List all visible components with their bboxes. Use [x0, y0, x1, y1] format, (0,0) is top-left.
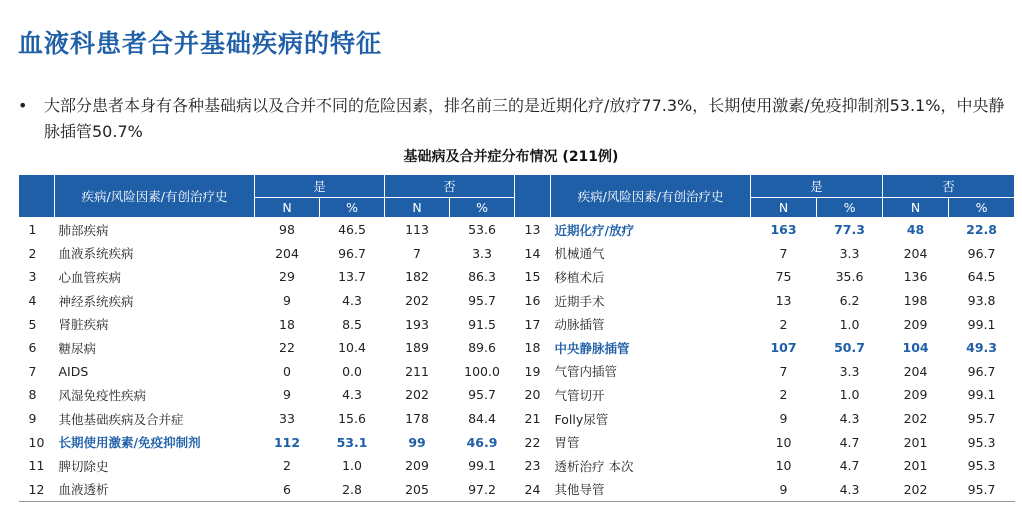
comorbidity-table [18, 174, 1015, 502]
table-row [19, 478, 1015, 502]
right-no-count: 48 [906, 222, 925, 238]
header-no-pct: % [949, 198, 1015, 218]
left-row-index: 5 [28, 316, 37, 332]
left-no-count: 189 [405, 340, 429, 356]
right-yes-count: 13 [775, 293, 792, 309]
right-yes-percent: 3.3 [839, 245, 860, 261]
left-yes-count: 204 [275, 245, 299, 261]
left-row-name: 糖尿病 [58, 340, 97, 356]
right-no-count: 201 [903, 434, 928, 450]
right-row-name: 胃管 [554, 435, 580, 451]
header-index [19, 175, 55, 218]
left-no-count: 113 [405, 222, 429, 238]
right-yes-percent: 35.6 [835, 269, 864, 285]
right-row-name: 动脉插管 [554, 317, 605, 333]
left-row-index: 7 [28, 363, 37, 379]
left-no-count: 178 [405, 411, 429, 427]
right-yes-count: 10 [775, 458, 792, 474]
left-row-index: 8 [28, 387, 37, 403]
left-row-index: 11 [28, 458, 45, 474]
left-no-count: 205 [385, 478, 450, 502]
left-row-index: 6 [28, 340, 37, 356]
left-no-count: 209 [405, 458, 429, 474]
table-row [19, 265, 1015, 289]
header-no: 否 [883, 175, 1015, 198]
left-yes-percent: 53.1 [336, 434, 368, 450]
right-row-index: 22 [524, 434, 541, 450]
header-yes-pct: % [817, 198, 883, 218]
left-no-percent: 84.4 [468, 411, 496, 427]
right-row-name: 透析治疗 本次 [554, 458, 634, 474]
header-disease: 疾病/风险因素/有创治疗史 [551, 175, 751, 218]
right-yes-count: 9 [751, 478, 817, 502]
right-no-percent: 95.3 [967, 458, 996, 474]
left-yes-count: 18 [279, 316, 295, 332]
table-row [19, 242, 1015, 266]
right-yes-count: 107 [770, 340, 797, 356]
right-yes-percent: 1.0 [839, 387, 860, 403]
left-no-count: 211 [405, 363, 429, 379]
table-row [19, 289, 1015, 313]
table-row [19, 336, 1015, 360]
left-yes-percent: 96.7 [338, 245, 366, 261]
left-yes-count: 0 [283, 363, 291, 379]
right-row-index: 16 [524, 293, 541, 309]
right-no-count: 204 [903, 363, 928, 379]
right-yes-percent: 4.7 [839, 434, 860, 450]
right-row-index: 19 [524, 363, 541, 379]
left-no-percent: 91.5 [468, 316, 496, 332]
summary-text: 大部分患者本身有各种基础病以及合并不同的危险因素，排名前三的是近期化疗/放疗77.3%，长期使用激素/免疫抑制剂53.1%，中央静脉插管50.7% [44, 96, 1005, 141]
header-disease: 疾病/风险因素/有创治疗史 [55, 175, 255, 218]
right-row-name: 其他导管 [551, 478, 751, 502]
left-no-count: 7 [413, 245, 421, 261]
right-row-index: 23 [524, 458, 541, 474]
bullet-dot-icon: • [18, 96, 28, 115]
right-no-count: 209 [903, 387, 928, 403]
right-no-percent: 99.1 [967, 387, 996, 403]
right-yes-count: 10 [775, 434, 792, 450]
left-yes-percent: 8.5 [342, 316, 362, 332]
right-no-percent: 95.3 [967, 434, 996, 450]
right-no-count: 198 [903, 293, 928, 309]
left-row-name: 神经系统疾病 [58, 293, 134, 309]
table-row [19, 312, 1015, 336]
left-row-name: 肺部疾病 [58, 222, 109, 238]
table-row [19, 454, 1015, 478]
right-row-name: Folly尿管 [554, 411, 609, 427]
left-no-percent: 3.3 [472, 245, 492, 261]
right-yes-percent: 3.3 [839, 363, 860, 379]
right-yes-count: 9 [779, 411, 788, 427]
right-no-percent: 22.8 [966, 222, 997, 238]
left-row-index: 2 [28, 245, 37, 261]
right-yes-percent: 4.3 [817, 478, 883, 502]
left-no-percent: 100.0 [464, 363, 500, 379]
right-yes-percent: 50.7 [834, 340, 865, 356]
right-row-index: 14 [524, 245, 541, 261]
right-row-name: 近期化疗/放疗 [554, 222, 635, 238]
header-index [515, 175, 551, 218]
left-row-name: 其他基础疾病及合并症 [58, 411, 184, 427]
right-yes-count: 7 [779, 245, 788, 261]
left-row-index: 1 [28, 222, 37, 238]
right-row-index: 18 [524, 340, 541, 356]
right-row-name: 近期手术 [554, 293, 605, 309]
right-no-percent: 99.1 [967, 316, 996, 332]
right-yes-percent: 77.3 [834, 222, 865, 238]
right-row-index: 17 [524, 316, 541, 332]
left-no-percent: 97.2 [450, 478, 515, 502]
left-no-percent: 86.3 [468, 269, 496, 285]
right-no-percent: 95.7 [967, 411, 996, 427]
right-no-percent: 95.7 [949, 478, 1015, 502]
right-yes-count: 7 [779, 363, 788, 379]
left-yes-percent: 4.3 [342, 387, 362, 403]
header-no: 否 [385, 175, 515, 198]
table-title: 基础病及合并症分布情况 (211例) [403, 149, 619, 165]
left-no-percent: 95.7 [468, 387, 496, 403]
left-no-percent: 46.9 [466, 434, 498, 450]
right-row-name: 机械通气 [554, 246, 605, 262]
left-yes-count: 22 [279, 340, 295, 356]
left-row-index: 9 [28, 411, 37, 427]
header-yes: 是 [255, 175, 385, 198]
right-yes-count: 163 [770, 222, 797, 238]
right-no-count: 136 [903, 269, 928, 285]
right-row-index: 15 [524, 269, 541, 285]
left-row-name: AIDS [58, 363, 89, 379]
header-yes-n: N [255, 198, 320, 218]
table-row [19, 430, 1015, 454]
left-row-name: 血液系统疾病 [58, 246, 134, 262]
left-yes-percent: 46.5 [338, 222, 366, 238]
right-yes-count: 75 [775, 269, 792, 285]
table-row [19, 407, 1015, 431]
table-row [19, 383, 1015, 407]
left-yes-count: 9 [283, 293, 291, 309]
header-yes: 是 [751, 175, 883, 198]
right-no-percent: 49.3 [966, 340, 997, 356]
right-no-percent: 96.7 [967, 245, 996, 261]
left-row-index: 3 [28, 269, 37, 285]
left-row-name: 长期使用激素/免疫抑制剂 [58, 435, 201, 451]
left-yes-count: 6 [255, 478, 320, 502]
right-row-name: 移植术后 [554, 269, 605, 285]
header-no-pct: % [450, 198, 515, 218]
right-yes-percent: 6.2 [839, 293, 860, 309]
right-no-count: 204 [903, 245, 928, 261]
right-row-name: 气管切开 [554, 387, 605, 403]
right-yes-count: 2 [779, 387, 788, 403]
table-header-row [19, 175, 1015, 198]
left-no-count: 193 [405, 316, 429, 332]
left-yes-count: 29 [279, 269, 295, 285]
left-no-percent: 53.6 [468, 222, 496, 238]
right-no-count: 201 [903, 458, 928, 474]
left-row-name: 脾切除史 [58, 458, 109, 474]
right-row-name: 气管内插管 [554, 364, 618, 380]
left-yes-percent: 0.0 [342, 363, 362, 379]
left-yes-count: 9 [283, 387, 291, 403]
left-no-percent: 89.6 [468, 340, 496, 356]
left-row-index: 4 [28, 293, 37, 309]
table-row [19, 218, 1015, 242]
left-no-count: 182 [405, 269, 429, 285]
right-no-percent: 93.8 [967, 293, 996, 309]
right-row-index: 20 [524, 387, 541, 403]
left-row-index: 12 [19, 478, 55, 502]
left-yes-percent: 13.7 [338, 269, 366, 285]
left-yes-percent: 10.4 [338, 340, 366, 356]
right-no-count: 202 [903, 411, 928, 427]
right-no-count: 202 [883, 478, 949, 502]
left-yes-percent: 15.6 [338, 411, 366, 427]
right-yes-percent: 1.0 [839, 316, 860, 332]
right-no-count: 209 [903, 316, 928, 332]
page-title: 血液科患者合并基础疾病的特征 [18, 29, 383, 58]
header-yes-pct: % [320, 198, 385, 218]
left-row-name: 血液透析 [55, 478, 255, 502]
left-no-percent: 95.7 [468, 293, 496, 309]
left-yes-percent: 1.0 [342, 458, 362, 474]
right-row-name: 中央静脉插管 [554, 340, 630, 356]
header-no-n: N [883, 198, 949, 218]
right-no-percent: 64.5 [967, 269, 996, 285]
right-yes-percent: 4.7 [839, 458, 860, 474]
left-row-name: 风湿免疫性疾病 [58, 387, 147, 403]
left-no-percent: 99.1 [468, 458, 496, 474]
left-yes-count: 98 [279, 222, 295, 238]
left-yes-count: 112 [273, 434, 301, 450]
right-yes-percent: 4.3 [839, 411, 860, 427]
left-no-count: 202 [405, 387, 429, 403]
header-yes-n: N [751, 198, 817, 218]
summary-bullet [18, 93, 1008, 145]
right-no-percent: 96.7 [967, 363, 996, 379]
left-row-name: 心血管疾病 [58, 269, 122, 285]
left-yes-count: 33 [279, 411, 295, 427]
right-row-index: 24 [515, 478, 551, 502]
left-yes-count: 2 [283, 458, 291, 474]
left-no-count: 202 [405, 293, 429, 309]
right-row-index: 13 [524, 222, 541, 238]
right-no-count: 104 [902, 340, 929, 356]
left-yes-percent: 2.8 [320, 478, 385, 502]
left-row-name: 肾脏疾病 [58, 317, 109, 333]
header-no-n: N [385, 198, 450, 218]
right-row-index: 21 [524, 411, 541, 427]
table-row [19, 360, 1015, 384]
left-yes-percent: 4.3 [342, 293, 362, 309]
right-yes-count: 2 [779, 316, 788, 332]
left-row-index: 10 [28, 434, 45, 450]
left-no-count: 99 [408, 434, 426, 450]
